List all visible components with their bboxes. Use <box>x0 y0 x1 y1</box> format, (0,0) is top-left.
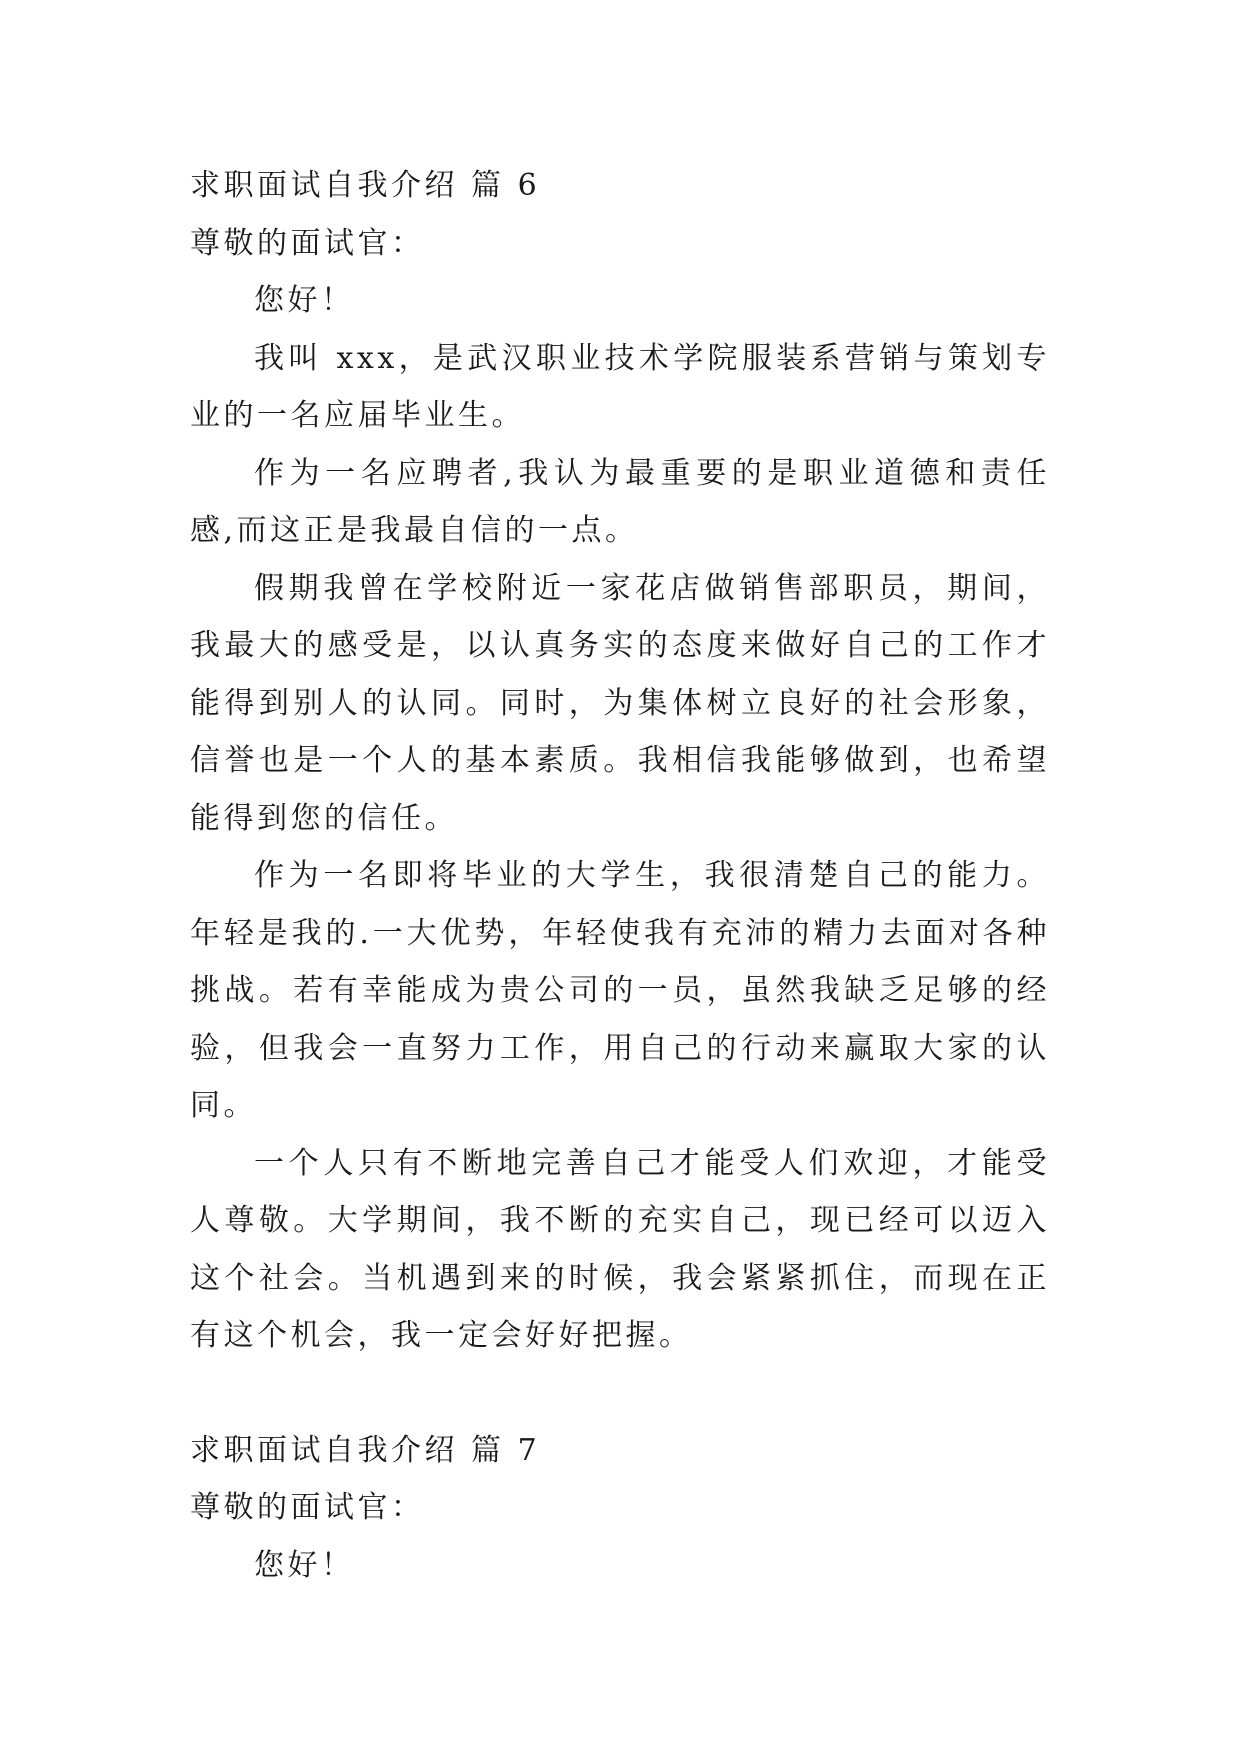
paragraph: 假期我曾在学校附近一家花店做销售部职员，期间，我最大的感受是，以认真务实的态度来做好自己的工作才能得到别人的认同。同时，为集体树立良好的社会形象，信誉也是一个人的基本素质。我相信我能够做到，也希望能得到您的信任。 <box>190 570 1050 836</box>
greeting: 您好！ <box>254 1547 355 1583</box>
greeting: 您好！ <box>254 283 355 318</box>
section-spacer <box>190 1365 1050 1422</box>
section-heading-6: 求职面试自我介绍 篇 6 <box>190 168 541 203</box>
salutation: 尊敬的面试官： <box>190 225 425 261</box>
salutation: 尊敬的面试官： <box>190 1490 425 1525</box>
paragraph: 作为一名应聘者,我认为最重要的是职业道德和责任感,而这正是我最自信的一点。 <box>190 455 1050 548</box>
paragraph: 一个人只有不断地完善自己才能受人们欢迎，才能受人尊敬。大学期间，我不断的充实自己，现已经可以迈入这个社会。当机遇到来的时候，我会紧紧抓住，而现在正有这个机会，我一定会好好把握。 <box>190 1145 1050 1353</box>
document-body <box>190 157 1050 1594</box>
section-heading-7: 求职面试自我介绍 篇 7 <box>190 1432 541 1468</box>
paragraph: 作为一名即将毕业的大学生，我很清楚自己的能力。年轻是我的.一大优势，年轻使我有充沛的精力去面对各种挑战。若有幸能成为贵公司的一员，虽然我缺乏足够的经验，但我会一直努力工作，用自己的行动来赢取大家的认同。 <box>190 858 1050 1123</box>
paragraph: 我叫 xxx，是武汉职业技术学院服装系营销与策划专业的一名应届毕业生。 <box>190 340 1050 433</box>
